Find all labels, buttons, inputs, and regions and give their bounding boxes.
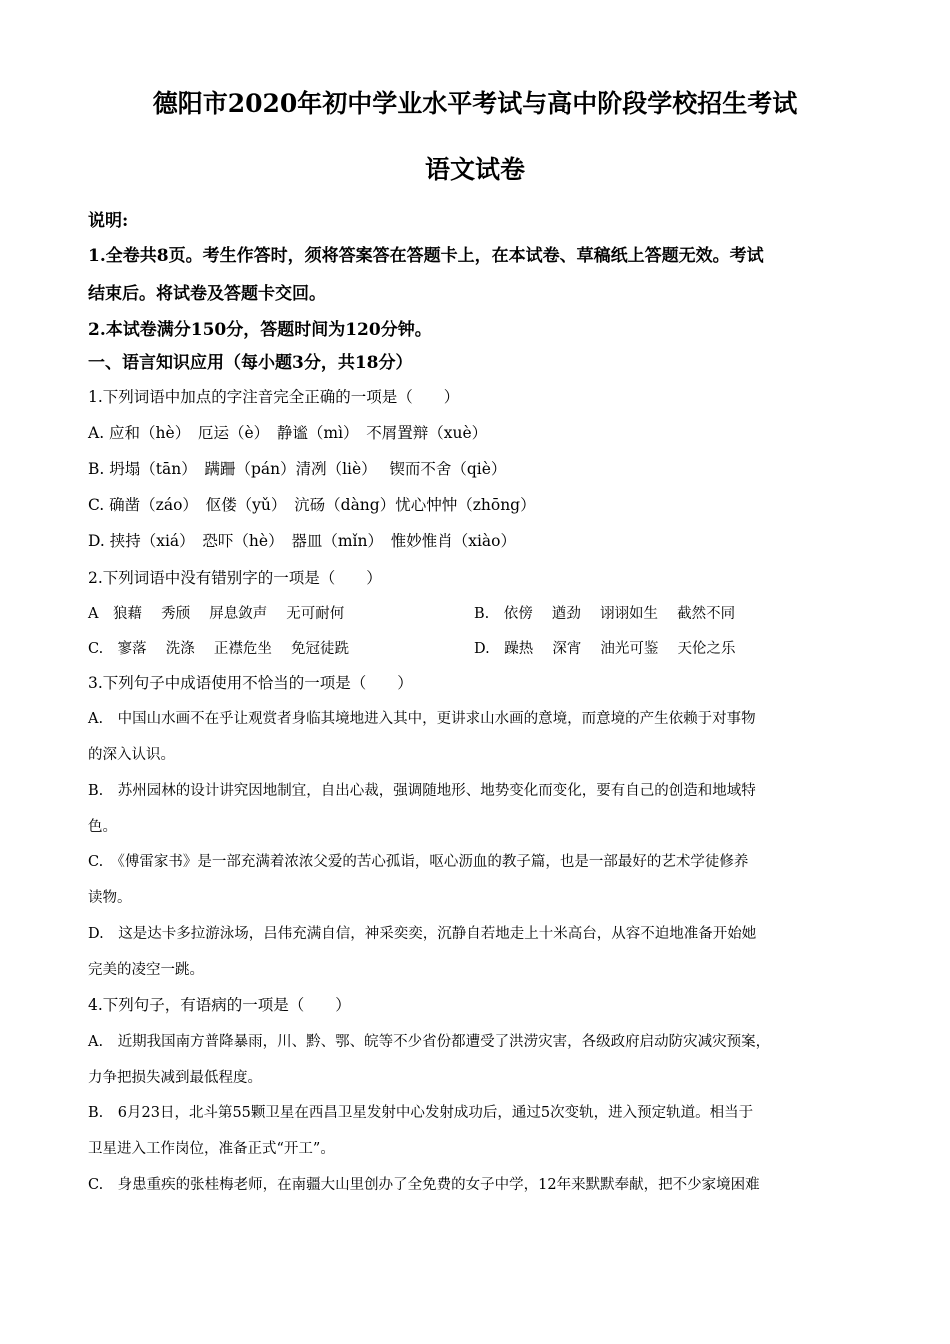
section-1-heading: 一、语言知识应用（每小题3分，共18分） [88, 353, 413, 373]
q4-option-c-line1: C. 身患重疾的张桂梅老师，在南疆大山里创办了全免费的女子中学，12年来默默奉献，把不少家境困难 [88, 1177, 760, 1193]
q2-option-b: B. 依傍 遒劲 诩诩如生 截然不同 [474, 606, 736, 622]
exam-title: 德阳市2020年初中学业水平考试与高中阶段学校招生考试 [152, 89, 798, 118]
q3-stem: 3.下列句子中成语使用不恰当的一项是（ ） [88, 674, 413, 692]
q3-option-d-line1: D. 这是达卡多拉游泳场，吕伟充满自信，神采奕奕，沉静自若地走上十米高台，从容不迫地准备开始她 [88, 926, 757, 942]
q1-stem: 1.下列词语中加点的字注音完全正确的一项是（ ） [88, 388, 460, 406]
q3-option-b-line1: B. 苏州园林的设计讲究因地制宜，自出心裁，强调随地形、地势变化而变化，要有自己的创造和地域特 [88, 783, 756, 799]
q4-stem: 4.下列句子，有语病的一项是（ ） [88, 996, 351, 1014]
instruction-line-1a: 1.全卷共8页。考生作答时，须将答案答在答题卡上，在本试卷、草稿纸上答题无效。考试 [88, 246, 764, 266]
q3-option-b-line2: 色。 [88, 819, 117, 835]
q4-option-b-line2: 卫星进入工作岗位，准备正式“开工”。 [88, 1141, 335, 1157]
q4-option-a-line2: 力争把损失减到最低程度。 [88, 1070, 262, 1086]
instruction-line-1b: 结束后。将试卷及答题卡交回。 [88, 284, 326, 304]
q3-option-d-line2: 完美的凌空一跳。 [88, 962, 204, 978]
instructions-heading: 说明: [88, 211, 129, 231]
q3-option-c-line2: 读物。 [88, 890, 132, 906]
q1-option-c: C. 确凿（záo） 伛偻（yǔ） 沆砀（dàng）忧心忡忡（zhōng） [88, 496, 536, 514]
q1-option-b: B. 坍塌（tān） 蹒跚（pán）清冽（liè） 锲而不舍（qiè） [88, 460, 507, 478]
exam-subtitle: 语文试卷 [424, 155, 525, 184]
q2-option-c: C. 寥落 洗涤 正襟危坐 免冠徒跣 [88, 641, 350, 657]
instruction-line-2: 2.本试卷满分150分，答题时间为120分钟。 [88, 320, 432, 340]
q4-option-b-line1: B. 6月23日，北斗第55颗卫星在西昌卫星发射中心发射成功后，通过5次变轨，进入预定轨道。相当于 [88, 1105, 754, 1121]
q1-option-d: D. 挟持（xiá） 恐吓（hè） 器皿（mǐn） 惟妙惟肖（xiào） [88, 532, 516, 550]
q1-option-a: A. 应和（hè） 厄运（è） 静谧（mì） 不屑置辩（xuè） [88, 424, 488, 442]
q2-option-a: A 狼藉 秀颀 屏息敛声 无可耐何 [88, 606, 345, 622]
q2-stem: 2.下列词语中没有错别字的一项是（ ） [88, 569, 382, 587]
q2-option-d: D. 躁热 深宵 油光可鉴 天伦之乐 [474, 641, 736, 657]
q3-option-c-line1: C. 《傅雷家书》是一部充满着浓浓父爱的苦心孤诣，呕心沥血的教子篇，也是一部最好的艺术学徒修养 [88, 854, 749, 870]
q4-option-a-line1: A. 近期我国南方普降暴雨，川、黔、鄂、皖等不少省份都遭受了洪涝灾害，各级政府启动防灾减灾预案， [88, 1034, 771, 1050]
q3-option-a-line2: 的深入认识。 [88, 747, 175, 763]
q3-option-a-line1: A. 中国山水画不在乎让观赏者身临其境地进入其中，更讲求山水画的意境，而意境的产生依赖于对事物 [88, 711, 756, 727]
